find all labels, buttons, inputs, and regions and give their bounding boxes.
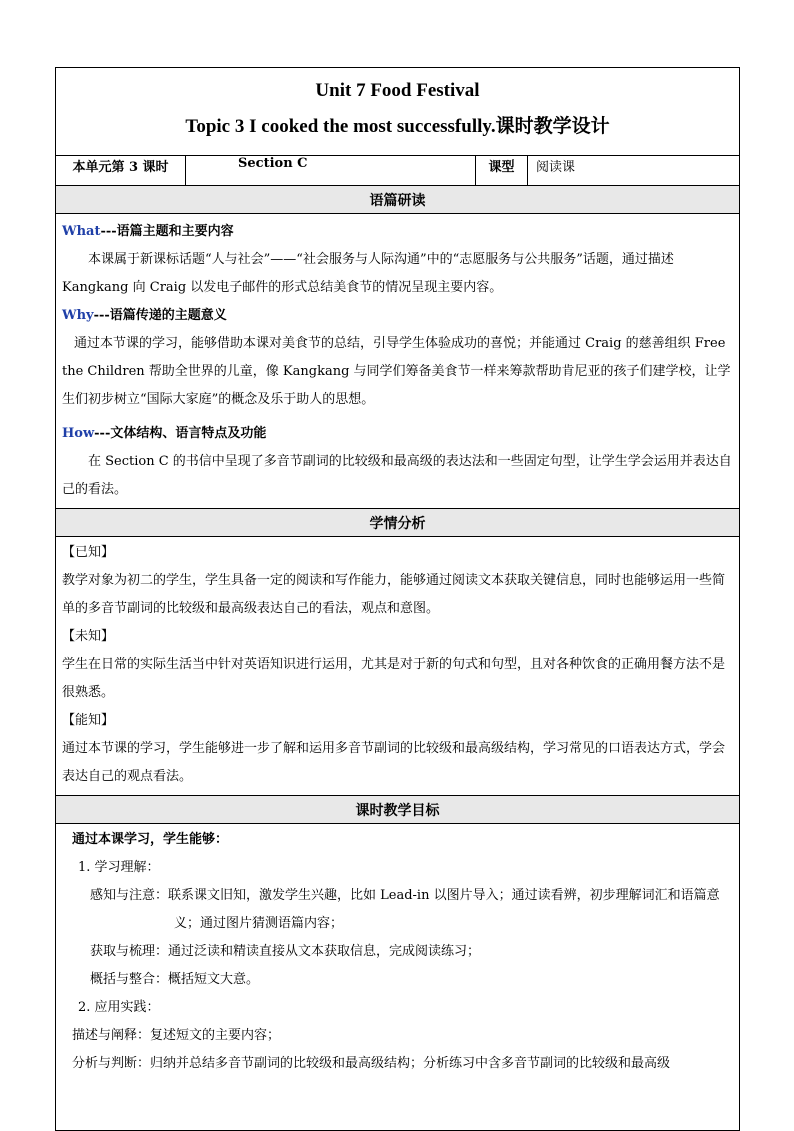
known-label: 【已知】 (62, 545, 115, 560)
analysis-heading: 学情分析 (56, 509, 740, 537)
objectives-body (56, 824, 740, 1131)
objective-1: 1. 学习理解： (78, 860, 160, 875)
how-title: ---文体结构、语言特点及功能 (94, 426, 267, 441)
lesson-plan-table (55, 67, 740, 1131)
title-block (56, 68, 740, 156)
known-text: 教学对象为初二的学生，学生具备一定的阅读和写作能力，能够通过阅读文本获取关键信息，同时也能够运用一些简单的多音节副词的比较级和最高级表达自己的看法，观点和意图。 (62, 573, 726, 616)
why-text: 通过本节课的学习，能够借助本课对美食节的总结，引导学生体验成功的喜悦；并能通过 Craig 的慈善组织 Free the Children 帮助全世界的儿童，像 Kangkang 与同学们筹备美食节一样来筹款帮助肯尼亚的孩子们建学校，让学生们初步树立“国际大家庭”的概念及乐于助人的思想。 (62, 336, 731, 407)
objective-2a: 描述与阐释：复述短文的主要内容； (72, 1028, 281, 1043)
what-title: ---语篇主题和主要内容 (100, 224, 234, 239)
what-keyword: What (62, 224, 101, 239)
meta-row (56, 156, 740, 186)
how-text: 在 Section C 的书信中呈现了多音节副词的比较级和最高级的表达法和一些固定句型，让学生学会运用并表达自己的看法。 (62, 454, 732, 497)
document-page (55, 67, 739, 1122)
how-keyword: How (62, 426, 95, 441)
analysis-body (56, 537, 740, 796)
able-label: 【能知】 (62, 713, 115, 728)
what-text: 本课属于新课标话题“人与社会”——“社会服务与人际沟通”中的“志愿服务与公共服务”话题，通过描述 Kangkang 向 Craig 以发电子邮件的形式总结美食节的情况呈现主要内容。 (62, 252, 674, 295)
unknown-label: 【未知】 (62, 629, 115, 644)
objectives-heading: 课时教学目标 (56, 796, 740, 824)
able-text: 通过本节课的学习，学生能够进一步了解和运用多音节副词的比较级和最高级结构，学习常见的口语表达方式，学会表达自己的观点看法。 (62, 741, 726, 784)
why-title: ---语篇传递的主题意义 (93, 308, 227, 323)
objective-2: 2. 应用实践： (78, 1000, 160, 1015)
objective-1c: 概括与整合：概括短文大意。 (90, 972, 260, 987)
reading-heading: 语篇研读 (56, 186, 740, 214)
lesson-number: 本单元第 3 课时 (56, 156, 186, 186)
unit-title: Unit 7 Food Festival (315, 80, 480, 101)
unknown-text: 学生在日常的实际生活当中针对英语知识进行运用，尤其是对于新的句式和句型，且对各种饮食的正确用餐方法不是很熟悉。 (62, 657, 726, 700)
topic-title: Topic 3 I cooked the most successfully.课时教学设计 (185, 116, 610, 137)
why-keyword: Why (62, 308, 94, 323)
objective-1a: 感知与注意：联系课文旧知，激发学生兴趣，比如 Lead-in 以图片导入；通过读看辨，初步理解词汇和语篇意义；通过图片猜测语篇内容； (90, 888, 720, 931)
objective-2b: 分析与判断：归纳并总结多音节副词的比较级和最高级结构；分析练习中含多音节副词的比较级和最高级 (72, 1056, 671, 1071)
type-label: 课型 (476, 156, 528, 186)
reading-body (56, 214, 740, 509)
type-value: 阅读课 (528, 156, 740, 186)
objective-1b: 获取与梳理：通过泛读和精读直接从文本获取信息，完成阅读练习； (90, 944, 481, 959)
section-name: Section C (186, 156, 476, 186)
objectives-intro: 通过本课学习，学生能够： (72, 832, 229, 847)
